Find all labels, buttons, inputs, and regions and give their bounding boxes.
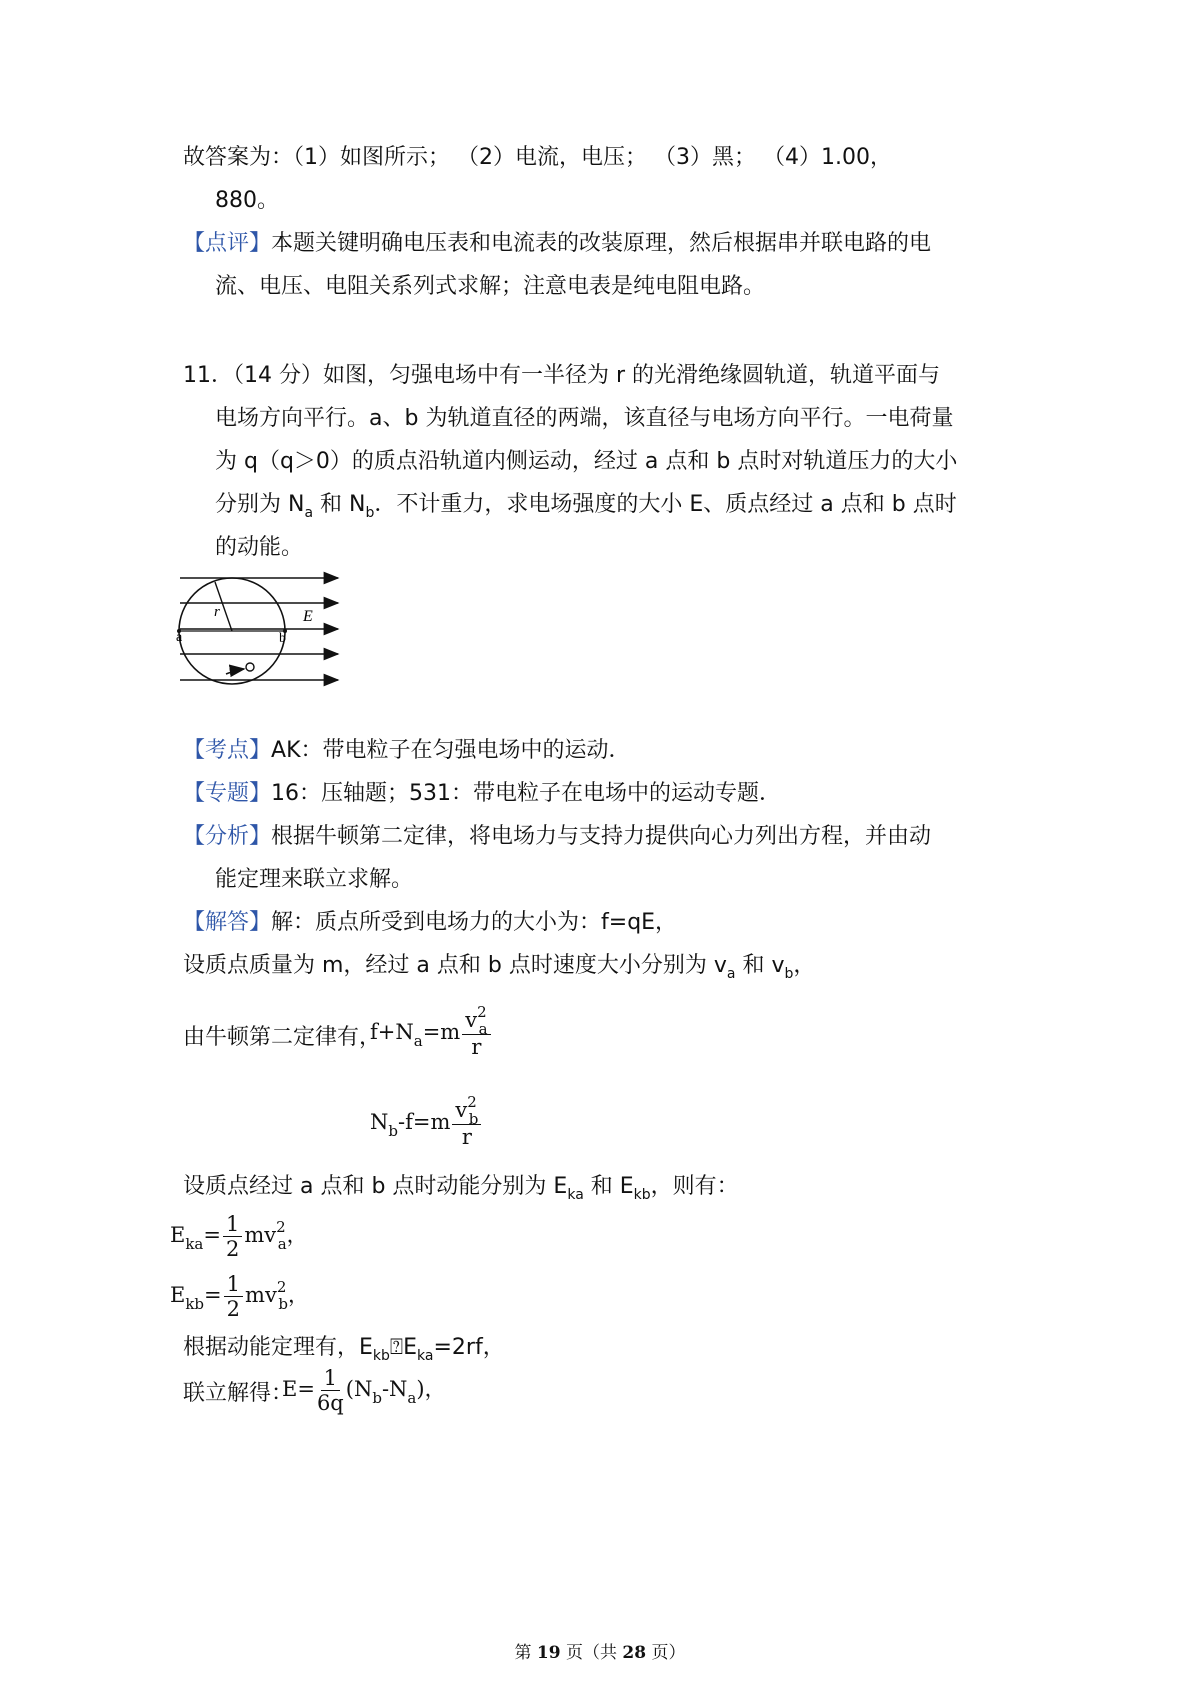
jieda-line-1: 【解答】解：质点所受到电场力的大小为：f=qE， [183, 910, 678, 935]
kaodian-line: 【考点】AK：带电粒子在匀强电场中的运动． [183, 738, 631, 763]
motion-arrow [226, 669, 244, 674]
jieda-line-3: 由牛顿第二定律有， [183, 1025, 382, 1050]
answer-line-1: 故答案为：（1）如图所示； （2）电流，电压； （3）黑； （4）1.00， [183, 145, 892, 170]
jieda-tag: 【解答】 [183, 910, 272, 935]
kaodian-tag: 【考点】 [183, 738, 272, 763]
equation-1: $f+N_a=m$ $\frac{v^2_a}{r}$ [370, 1008, 493, 1059]
problem-line-1: 11．（14 分）如图，匀强电场中有一半径为 r 的光滑绝缘圆轨道，轨道平面与 [183, 363, 941, 388]
page-total: 28 [622, 1643, 647, 1663]
equation-5: E= $\frac{1}{6q}$ $(N_b-N_a)$， [282, 1366, 446, 1415]
zhuanti-line: 【专题】16：压轴题；531：带电粒子在电场中的运动专题． [183, 781, 782, 806]
problem-line-4: 分别为 $N_a$ 和 $N_b$．不计重力，求电场强度的大小 E、质点经过 a 点和 b 点时 [215, 492, 957, 521]
label-r: r [214, 604, 220, 620]
answer-line-2: 880。 [215, 188, 279, 213]
jieda-line-2: 设质点质量为 m，经过 a 点和 b 点时速度大小分别为 $v_a$ 和 $v_b$， [183, 953, 816, 982]
problem-line-5: 的动能。 [215, 535, 304, 560]
page-footer: 第 19 页（共 28 页） [514, 1643, 686, 1663]
equation-2: $N_b-f=m$ $\frac{v^2_b}{r}$ [370, 1098, 483, 1149]
fenxi-line-1: 【分析】根据牛顿第二定律，将电场力与支持力提供向心力列出方程，并由动 [183, 824, 932, 849]
charged-particle [246, 663, 254, 671]
jieda-line-4: 设质点经过 a 点和 b 点时动能分别为 $E_{ka}$ 和 $E_{kb}$，则有： [183, 1174, 739, 1203]
electric-field-figure [178, 572, 343, 702]
review-line-2: 流、电压、电阻关系列式求解；注意电表是纯电阻电路。 [215, 274, 766, 299]
problem-line-3: 为 q（q＞0）的质点沿轨道内侧运动，经过 a 点和 b 点时对轨道压力的大小 [215, 449, 958, 474]
problem-line-2: 电场方向平行。a、b 为轨道直径的两端，该直径与电场方向平行。一电荷量 [215, 406, 954, 431]
label-b: b [279, 631, 286, 646]
equation-3: $E_{ka}=$ $\frac{1}{2}$ $mv^2_a$， [170, 1212, 308, 1261]
equation-4: $E_{kb}=$ $\frac{1}{2}$ $mv^2_b$， [170, 1272, 309, 1321]
review-tag: 【点评】 [183, 231, 272, 256]
review-line-1: 【点评】本题关键明确电压表和电流表的改装原理，然后根据串并联电路的电 [183, 231, 932, 256]
field-lines [180, 578, 338, 680]
page-number: 19 [536, 1643, 561, 1663]
fenxi-line-2: 能定理来联立求解。 [215, 867, 414, 892]
jieda-line-5: 根据动能定理有，$E_{kb}⍰E_{ka}=2rf$， [183, 1335, 505, 1364]
problem-number: 11． [183, 363, 233, 388]
label-E: E [303, 608, 313, 625]
jieda-line-6: 联立解得： [183, 1381, 294, 1406]
fenxi-tag: 【分析】 [183, 824, 272, 849]
label-a: a [176, 630, 183, 645]
zhuanti-tag: 【专题】 [183, 781, 272, 806]
